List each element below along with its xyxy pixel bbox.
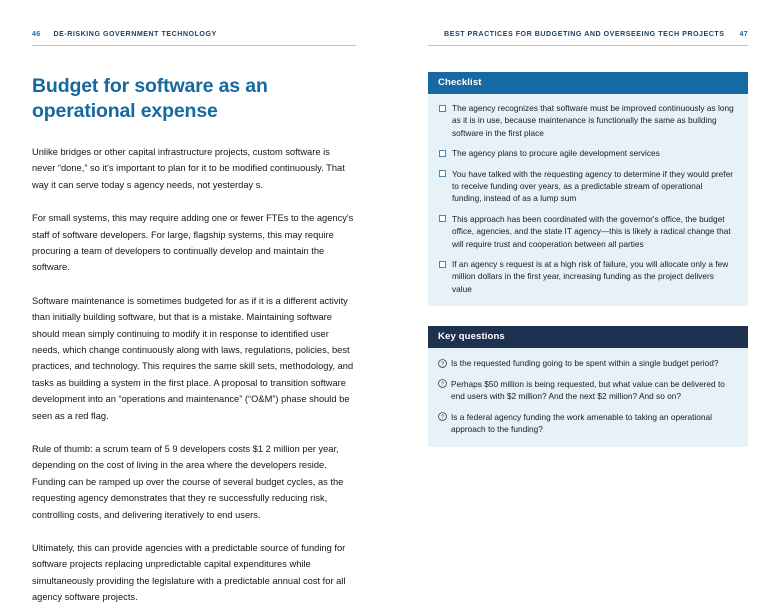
page-title: Budget for software as an operational expense [32,75,268,122]
key-question-item [438,411,734,436]
checklist-item-label: If an agency s request is at a high risk of failure, you will allocate only a few million dollars in the first year, increasing funding as the project delivers value [452,259,729,294]
key-question-label: Is a federal agency funding the work amenable to taking an operational approach to the funding? [451,411,712,434]
body-paragraph-5: Ultimately, this can provide agencies with a predictable source of funding for software projects replacing unpredictable capital expenditures while simultaneously providing the legislature with a predictable annual cost for all agency software projects. [32,543,346,603]
right-page [388,0,776,600]
checklist-item-label: The agency recognizes that software must be improved continuously as long as it is in use, because maintenance is functionally the same as building software in the first place [452,103,734,138]
checklist-heading: Checklist [428,72,748,94]
key-questions-heading: Key questions [428,326,748,348]
svg-text:?: ? [441,361,444,368]
checkbox-icon[interactable] [439,105,446,112]
running-head-right [428,30,748,46]
running-head-title-left: DE-RISKING GOVERNMENT TECHNOLOGY [53,30,217,38]
checklist-item[interactable] [438,102,734,139]
checkbox-icon[interactable] [439,150,446,157]
running-head-left [32,30,356,46]
svg-text:?: ? [441,381,444,388]
question-mark-circle-icon [438,379,447,388]
running-head-title-right: BEST PRACTICES FOR BUDGETING AND OVERSEEING TECH PROJECTS [444,30,725,38]
key-questions-panel [428,326,748,447]
left-page [0,0,388,603]
page-number-left: 46 [32,30,41,38]
body-paragraph-3: Software maintenance is sometimes budgeted for as if it is a different activity than initially building software, but that is a mistake. Maintaining software should mean simply continuing to modify it in response to identified user needs, which change continuously along with laws, regulations, policies, best practices, and technology. This requires the same skill sets, methodology, and tasks as building a system in the first place. A proposal to transition software development into an “operations and maintenance” (“O&M”) phase should be seen as a red flag. [32,295,354,421]
checkbox-icon[interactable] [439,170,446,177]
checkbox-icon[interactable] [439,215,446,222]
checklist-item[interactable] [438,147,734,159]
question-mark-circle-icon [438,359,447,368]
checklist-item[interactable] [438,213,734,250]
key-question-label: Perhaps $50 million is being requested, but what value can be delivered to end users with $2 million? And the next $2 million? And so on? [451,378,725,402]
checklist-item-label: This approach has been coordinated with the governor's office, the budget office, agencies, and the state IT agency—this is likely a radical change that will require trust and cooperation between all parties [452,213,731,249]
checklist-panel [428,72,748,306]
checkbox-icon[interactable] [439,261,446,268]
body-paragraph-4: Rule of thumb: a scrum team of 5 9 developers costs $1 2 million per year, depending on the cost of living in the area where the developers reside. Funding can be ramped up over the course of several budget cycles, as the requesting agency demonstrates that they re successfully reducing risk, controlling costs, and delivering iteratively to end users. [32,444,344,520]
key-question-item [438,378,734,403]
page-number-right: 47 [739,30,748,38]
key-questions-body [428,348,748,447]
key-question-label: Is the requested funding going to be spent within a single budget period? [451,358,719,369]
checklist-item[interactable] [438,258,734,295]
checklist-body [428,94,748,306]
checklist-item-label: You have talked with the requesting agency to determine if they would prefer to receive funding over years, as a predictable stream of operational funding, instead of as a lump sum [452,168,733,204]
body-paragraph-1: Unlike bridges or other capital infrastructure projects, custom software is never “done,” so it's important to plan for it to be modified continuously. That way it can serve today s agency needs, not yesterday s. [32,146,345,190]
checklist-item[interactable] [438,168,734,205]
svg-text:?: ? [441,414,444,421]
body-paragraph-2: For small systems, this may require adding one or fewer FTEs to the agency's staff of software developers. For large, flagship systems, this may require procuring a team of developers to continually develop and maintain the software. [32,213,354,273]
checklist-item-label: The agency plans to procure agile development services [452,148,660,159]
question-mark-circle-icon [438,412,447,421]
key-question-item [438,357,734,369]
